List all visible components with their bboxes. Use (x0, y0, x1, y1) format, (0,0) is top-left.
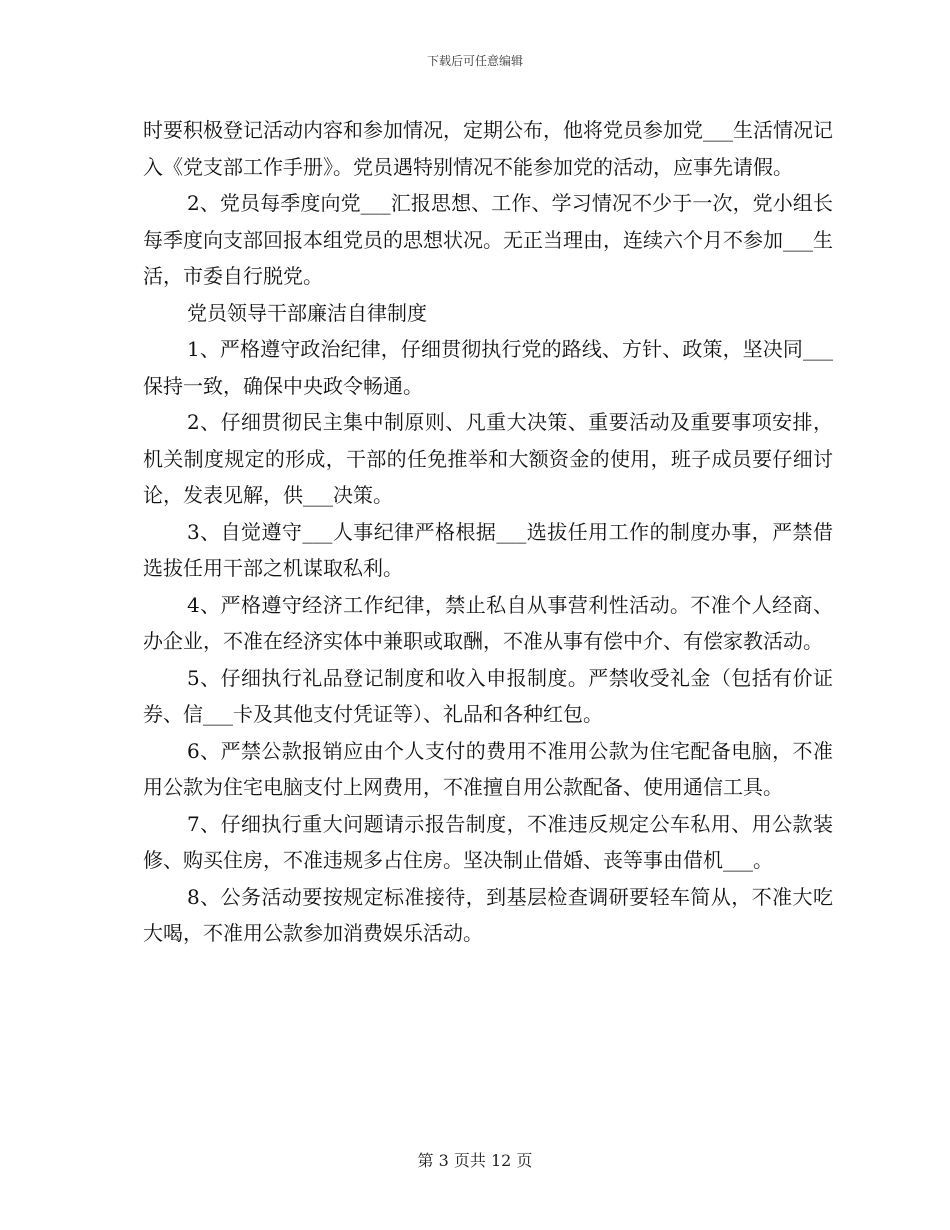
paragraph-continuation: 时要积极登记活动内容和参加情况，定期公布，他将党员参加党___生活情况记入《党支部工作手册》。党员遇特别情况不能参加党的活动，应事先请假。 (143, 118, 833, 179)
paragraph-rule-2: 2、仔细贯彻民主集中制原则、凡重大决策、重要活动及重要事项安排，机关制度规定的形成，干部的任免推举和大额资金的使用，班子成员要仔细讨论，发表见解，供___决策。 (143, 410, 833, 507)
document-body (143, 112, 833, 952)
paragraph-rule-1: 1、严格遵守政治纪律，仔细贯彻执行党的路线、方针、政策，坚决同___保持一致，确保中央政令畅通。 (143, 337, 833, 398)
paragraph-rule-3: 3、自觉遵守___人事纪律严格根据___选拔任用工作的制度办事，严禁借选拔任用干部之机谋取私利。 (143, 519, 833, 580)
page-number: 第 3 页共 12 页 (417, 1151, 533, 1170)
paragraph-rule-6: 6、严禁公款报销应由个人支付的费用不准用公款为住宅配备电脑，不准用公款为住宅电脑支付上网费用，不准擅自用公款配备、使用通信工具。 (143, 738, 833, 799)
paragraph-rule-8: 8、公务活动要按规定标准接待，到基层检查调研要轻车简从，不准大吃大喝，不准用公款参加消费娱乐活动。 (143, 884, 833, 945)
paragraph-rule-7: 7、仔细执行重大问题请示报告制度，不准违反规定公车私用、用公款装修、购买住房，不准违规多占住房。坚决制止借婚、丧等事由借机___。 (143, 811, 833, 872)
paragraph-rule-4: 4、严格遵守经济工作纪律，禁止私自从事营利性活动。不准个人经商、办企业，不准在经济实体中兼职或取酬，不准从事有偿中介、有偿家教活动。 (143, 592, 833, 653)
section-heading: 党员领导干部廉洁自律制度 (187, 300, 427, 325)
paragraph-item-2: 2、党员每季度向党___汇报思想、工作、学习情况不少于一次，党小组长每季度向支部回报本组党员的思想状况。无正当理由，连续六个月不参加___生活，市委自行脱党。 (143, 191, 833, 288)
paragraph-rule-5: 5、仔细执行礼品登记制度和收入申报制度。严禁收受礼金（包括有价证券、信___卡及其他支付凭证等）、礼品和各种红包。 (143, 665, 833, 726)
page-header-note: 下载后可任意编辑 (426, 54, 523, 68)
